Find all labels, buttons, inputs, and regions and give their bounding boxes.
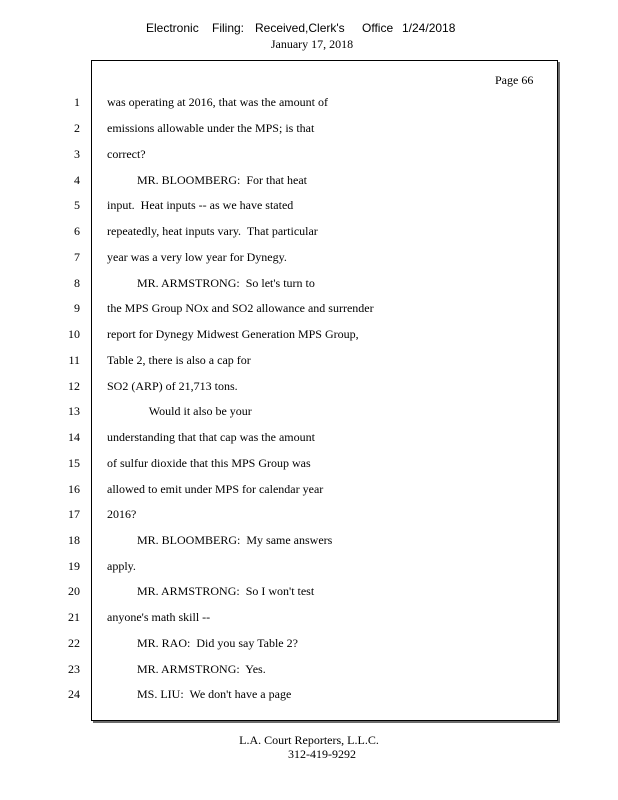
line-text: emissions allowable under the MPS; is that: [107, 121, 315, 135]
line-number: 9: [74, 301, 80, 315]
line-text: was operating at 2016, that was the amount of: [107, 95, 328, 109]
line-text: SO2 (ARP) of 21,713 tons.: [107, 379, 238, 393]
line-number: 1: [74, 95, 80, 109]
line-number: 7: [74, 250, 80, 264]
line-number: 4: [74, 173, 80, 187]
reporter-phone: 312-419-9292: [288, 747, 356, 761]
transcript-date: January 17, 2018: [270, 37, 354, 51]
line-number: 6: [74, 224, 80, 238]
line-text: Table 2, there is also a cap for: [107, 353, 251, 367]
stamp-date: 1/24/2018: [402, 21, 456, 35]
line-number: 10: [68, 327, 80, 341]
line-text: MR. ARMSTRONG: So I won't test: [107, 584, 315, 598]
line-text: correct?: [107, 147, 146, 161]
electronic-filing-stamp: [0, 21, 618, 37]
line-number: 23: [68, 662, 80, 676]
line-text: report for Dynegy Midwest Generation MPS Group,: [107, 327, 359, 341]
line-text: MR. ARMSTRONG: Yes.: [107, 662, 266, 676]
line-text: Would it also be your: [107, 404, 252, 418]
line-text: MR. RAO: Did you say Table 2?: [107, 636, 298, 650]
line-number: 12: [68, 379, 80, 393]
line-text: apply.: [107, 559, 136, 573]
stamp-word-received: Received,Clerk's: [255, 21, 345, 35]
line-text: MS. LIU: We don't have a page: [107, 687, 292, 701]
line-number: 17: [68, 507, 80, 521]
line-number: 14: [68, 430, 80, 444]
line-text: MR. BLOOMBERG: For that heat: [107, 173, 307, 187]
line-text: understanding that that cap was the amount: [107, 430, 315, 444]
line-text: MR. ARMSTRONG: So let's turn to: [107, 276, 315, 290]
page-number: Page 66: [495, 73, 534, 87]
line-text: input. Heat inputs -- as we have stated: [107, 198, 294, 212]
line-text: 2016?: [107, 507, 137, 521]
line-number: 15: [68, 456, 80, 470]
line-text: anyone's math skill --: [107, 610, 211, 624]
line-text: of sulfur dioxide that this MPS Group was: [107, 456, 311, 470]
line-number: 22: [68, 636, 80, 650]
line-number: 13: [68, 404, 80, 418]
line-number: 16: [68, 482, 80, 496]
stamp-word-filing: Filing:: [212, 21, 245, 35]
stamp-word-office: Office: [362, 21, 394, 35]
line-number: 3: [74, 147, 80, 161]
line-number: 11: [68, 353, 80, 367]
line-number: 8: [74, 276, 80, 290]
line-text: MR. BLOOMBERG: My same answers: [107, 533, 333, 547]
line-number: 18: [68, 533, 80, 547]
line-text: repeatedly, heat inputs vary. That particular: [107, 224, 318, 238]
line-number: 24: [68, 687, 80, 701]
line-number: 2: [74, 121, 80, 135]
line-number: 19: [68, 559, 80, 573]
line-number: 21: [68, 610, 80, 624]
line-number: 20: [68, 584, 80, 598]
reporter-company: L.A. Court Reporters, L.L.C.: [239, 733, 379, 747]
line-text: the MPS Group NOx and SO2 allowance and surrender: [107, 301, 374, 315]
stamp-word-electronic: Electronic: [146, 21, 199, 35]
line-text: year was a very low year for Dynegy.: [107, 250, 287, 264]
line-number: 5: [74, 198, 80, 212]
line-text: allowed to emit under MPS for calendar year: [107, 482, 324, 496]
